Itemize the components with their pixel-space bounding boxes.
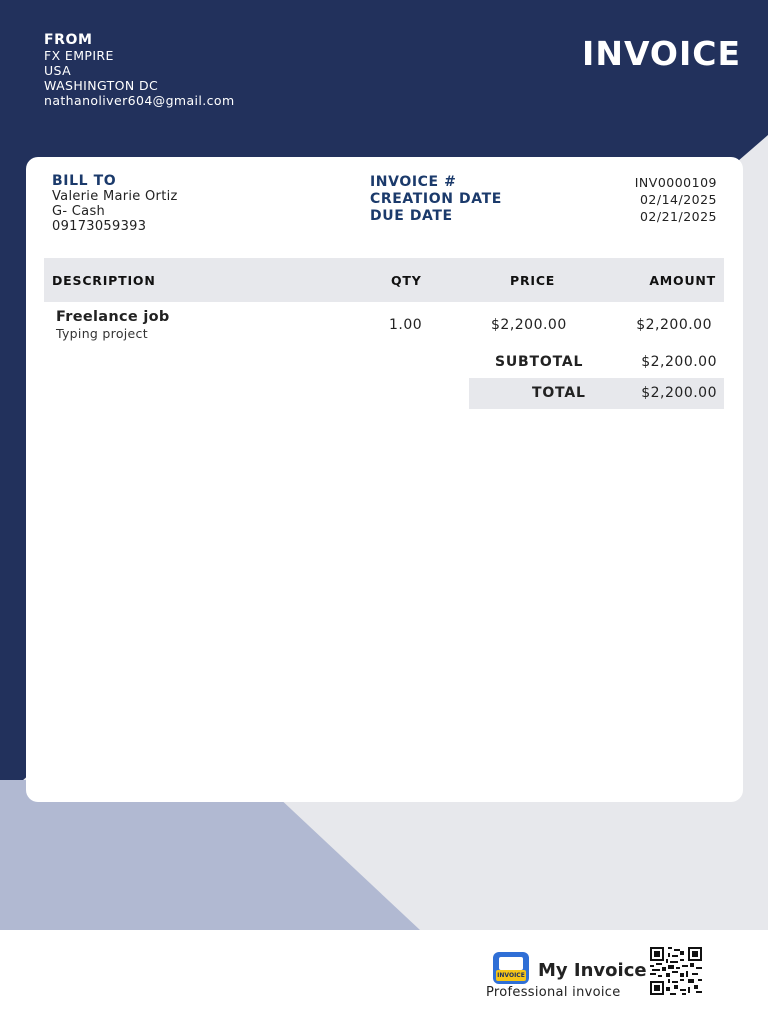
total-value: $2,200.00	[641, 385, 717, 401]
payment-method: G- Cash	[52, 204, 106, 219]
brand-tagline: Professional invoice	[486, 985, 621, 1000]
bill-to-label: BILL TO	[52, 173, 117, 189]
from-label: FROM	[44, 32, 93, 48]
bill-to-block	[52, 174, 178, 234]
client-name: Valerie Marie Ortiz	[52, 189, 178, 204]
creation-date-label: CREATION DATE	[370, 191, 502, 207]
item-name: Freelance job	[56, 309, 170, 325]
brand-name: My Invoice	[538, 960, 647, 981]
my-invoice-logo-icon	[493, 952, 529, 984]
header-description: DESCRIPTION	[52, 273, 156, 288]
client-phone: 09173059393	[52, 219, 147, 234]
subtotal-label: SUBTOTAL	[495, 354, 584, 370]
creation-date: 02/14/2025	[639, 192, 717, 207]
total-label: TOTAL	[532, 385, 586, 401]
qr-code-icon	[650, 947, 702, 995]
from-city: WASHINGTON DC	[44, 78, 159, 93]
invoice-number-label: INVOICE #	[370, 174, 457, 190]
item-amount: $2,200.00	[636, 317, 712, 333]
invoice-meta-labels	[370, 174, 502, 225]
logo-text: INVOICE	[497, 972, 525, 979]
due-date-label: DUE DATE	[370, 208, 453, 224]
from-company: FX EMPIRE	[44, 48, 114, 63]
header-price: PRICE	[510, 273, 556, 288]
subtotal-value: $2,200.00	[641, 354, 717, 370]
from-country: USA	[44, 63, 72, 78]
item-price: $2,200.00	[491, 317, 567, 333]
header-amount: AMOUNT	[649, 273, 716, 288]
invoice-card	[26, 157, 743, 802]
table-header	[44, 258, 724, 302]
item-qty: 1.00	[389, 317, 423, 333]
due-date: 02/21/2025	[639, 209, 717, 224]
header-qty: QTY	[391, 273, 422, 288]
item-detail: Typing project	[56, 326, 148, 341]
invoice-meta-values	[635, 174, 717, 225]
invoice-number: INV0000109	[634, 175, 717, 190]
from-block	[44, 33, 235, 108]
invoice-title: INVOICE	[582, 34, 741, 73]
from-email: nathanoliver604@gmail.com	[44, 93, 235, 108]
